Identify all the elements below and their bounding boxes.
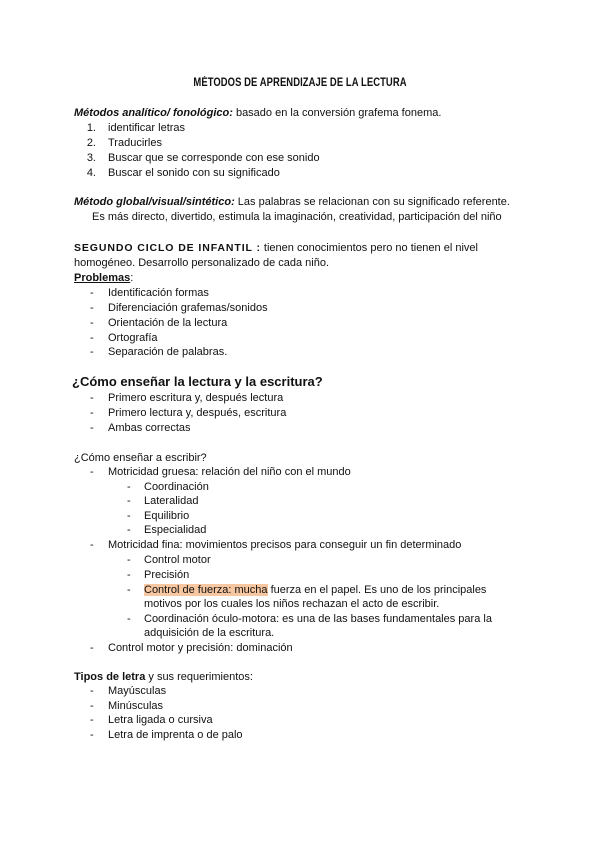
dash-marker: - (90, 466, 94, 478)
tipos-paragraph (74, 670, 253, 684)
problemas-colon: : (130, 272, 134, 284)
analitico-num-4: 4. (86, 167, 96, 179)
control-item: Control motor y precisión: dominación (108, 642, 293, 654)
document-title: MÉTODOS DE APRENDIZAJE DE LA LECTURA (193, 77, 407, 89)
problemas-item-3: Orientación de la lectura (108, 317, 228, 329)
tipos-item-4: Letra de imprenta o de palo (108, 729, 243, 741)
dash-marker: - (90, 392, 94, 404)
dash-marker: - (90, 700, 94, 712)
como-item-2: Primero lectura y, después, escritura (108, 407, 287, 419)
tipos-item-1: Mayúsculas (108, 685, 167, 697)
dash-marker: - (90, 332, 94, 344)
dash-marker: - (127, 569, 131, 581)
analitico-item-4: Buscar el sonido con su significado (108, 167, 280, 179)
fuerza-line-1 (144, 583, 486, 597)
ciclo-label: SEGUNDO CICLO DE INFANTIL : (74, 242, 261, 254)
dash-marker: - (127, 524, 131, 536)
coord-line-2: adquisición de la escritura. (144, 627, 275, 639)
dash-marker: - (127, 554, 131, 566)
ciclo-text: tienen conocimientos pero no tienen el nivel (260, 242, 478, 254)
tipos-text: y sus requerimientos: (145, 671, 253, 683)
dash-marker: - (127, 481, 131, 493)
problemas-item-4: Ortografía (108, 332, 158, 344)
problemas-item-2: Diferenciación grafemas/sonidos (108, 302, 268, 314)
dash-marker: - (127, 495, 131, 507)
analitico-num-2: 2. (86, 137, 96, 149)
dash-marker: - (90, 539, 94, 551)
como-item-1: Primero escritura y, después lectura (108, 392, 284, 404)
dash-marker: - (90, 287, 94, 299)
fuerza-rest: fuerza en el papel. Es uno de los principales (267, 584, 487, 596)
fina-item-1: Control motor (144, 554, 211, 566)
problemas-item-1: Identificación formas (108, 287, 209, 299)
fuerza-highlight: Control de fuerza: mucha (144, 584, 268, 596)
como-ensenar-heading: ¿Cómo enseñar la lectura y la escritura? (72, 374, 323, 389)
fuerza-line-2: motivos por los cuales los niños rechazan el acto de escribir. (144, 598, 440, 610)
tipos-item-2: Minúsculas (108, 700, 164, 712)
gruesa-label: Motricidad gruesa: relación del niño con el mundo (108, 466, 351, 478)
gruesa-item-4: Especialidad (144, 524, 207, 536)
gruesa-item-3: Equilibrio (144, 510, 190, 522)
global-text: Las palabras se relacionan con su significado referente. (234, 196, 510, 208)
dash-marker: - (90, 685, 94, 697)
dash-marker: - (90, 729, 94, 741)
global-line-2: Es más directo, divertido, estimula la imaginación, creatividad, participación del niño (92, 211, 502, 223)
analitico-label: Métodos analítico/ fonológico: (74, 107, 233, 119)
dash-marker: - (90, 302, 94, 314)
dash-marker: - (127, 613, 131, 625)
fina-item-2: Precisión (144, 569, 190, 581)
problemas-label: Problemas (74, 272, 131, 284)
dash-marker: - (90, 317, 94, 329)
dash-marker: - (90, 407, 94, 419)
dash-marker: - (127, 584, 131, 596)
problemas-item-5: Separación de palabras. (108, 346, 228, 358)
global-paragraph (74, 195, 510, 209)
gruesa-item-1: Coordinación (144, 481, 209, 493)
analitico-num-3: 3. (86, 152, 96, 164)
tipos-item-3: Letra ligada o cursiva (108, 714, 213, 726)
problemas-heading (74, 271, 133, 285)
analitico-item-2: Traducirles (108, 137, 162, 149)
dash-marker: - (90, 642, 94, 654)
dash-marker: - (127, 510, 131, 522)
dash-marker: - (90, 346, 94, 358)
analitico-paragraph (74, 106, 441, 120)
analitico-text: basado en la conversión grafema fonema. (232, 107, 442, 119)
dash-marker: - (90, 714, 94, 726)
ciclo-paragraph (74, 241, 478, 255)
analitico-num-1: 1. (86, 122, 96, 134)
escribir-question: ¿Cómo enseñar a escribir? (74, 452, 207, 464)
tipos-label: Tipos de letra (74, 671, 146, 683)
global-label: Método global/visual/sintético: (74, 196, 235, 208)
dash-marker: - (90, 422, 94, 434)
coord-line-1: Coordinación óculo-motora: es una de las bases fundamentales para la (144, 613, 492, 625)
fina-label: Motricidad fina: movimientos precisos para conseguir un fin determinado (108, 539, 462, 551)
analitico-item-1: identificar letras (108, 122, 186, 134)
como-item-3: Ambas correctas (108, 422, 191, 434)
analitico-item-3: Buscar que se corresponde con ese sonido (108, 152, 320, 164)
ciclo-line-2: homogéneo. Desarrollo personalizado de cada niño. (74, 257, 330, 269)
gruesa-item-2: Lateralidad (144, 495, 199, 507)
